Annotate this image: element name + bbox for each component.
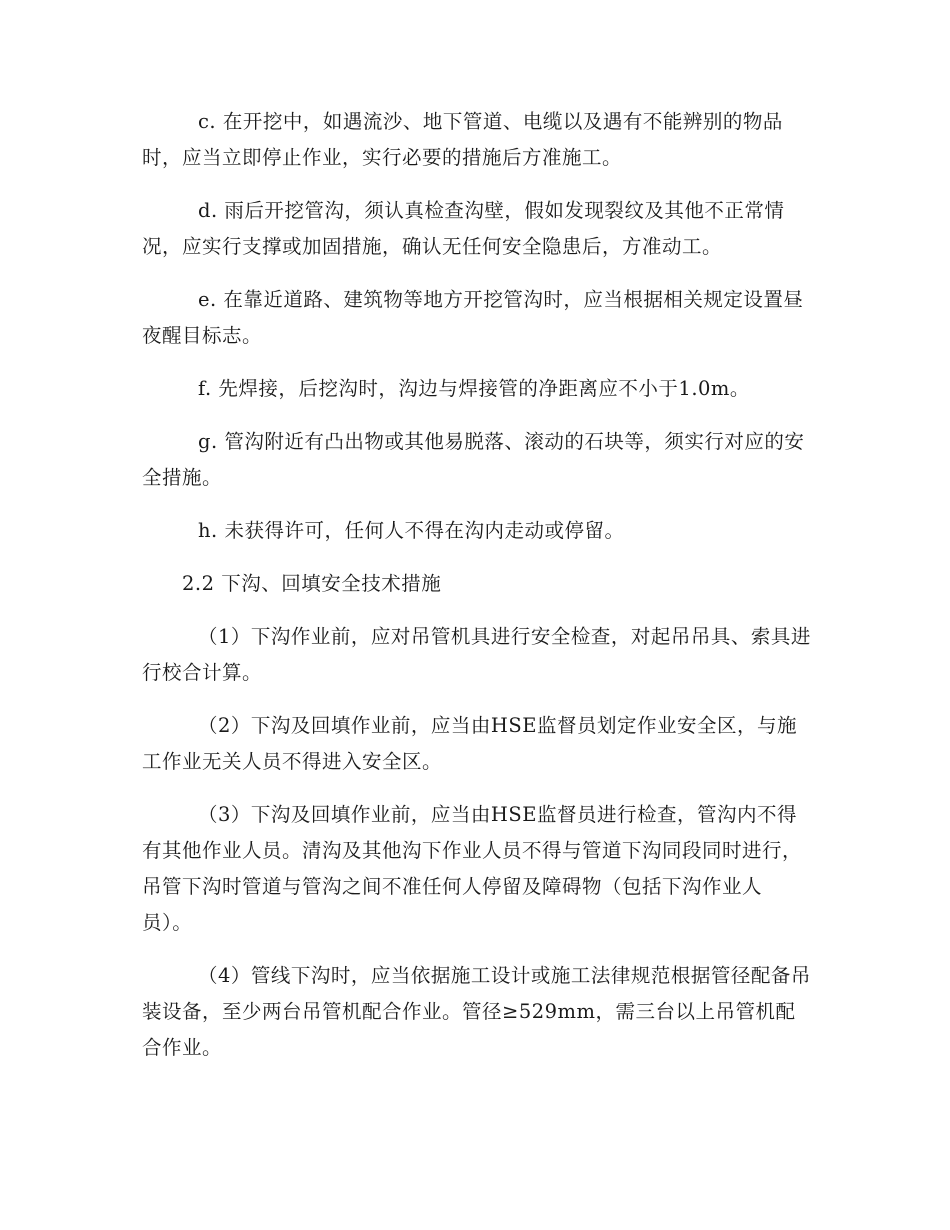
item-1: （1）下沟作业前，应对吊管机具进行安全检查，对起吊吊具、索具进行校合计算。 [142,625,811,684]
document-body [142,104,812,1083]
paragraph-g: g. 管沟附近有凸出物或其他易脱落、滚动的石块等，须实行对应的安全措施。 [142,430,805,489]
item-2: （2）下沟及回填作业前，应当由HSE监督员划定作业安全区，与施工作业无关人员不得进入安全区。 [142,714,798,773]
item-4: （4）管线下沟时，应当依据施工设计或施工法律规范根据管径配备吊装设备，至少两台吊管机配合作业。管径≥529mm，需三台以上吊管机配合作业。 [142,964,811,1059]
item-3: （3）下沟及回填作业前，应当由HSE监督员进行检查，管沟内不得有其他作业人员。清沟及其他沟下作业人员不得与管道下沟同段同时进行，吊管下沟时管道与管沟之间不准任何人停留及障碍物（包括下沟作业人员）。 [142,803,803,934]
paragraph-c: c. 在开挖中，如遇流沙、地下管道、电缆以及遇有不能辨别的物品时，应当立即停止作业，实行必要的措施后方准施工。 [142,110,783,169]
paragraph-h: h. 未获得许可，任何人不得在沟内走动或停留。 [198,519,625,542]
paragraph-e: e. 在靠近道路、建筑物等地方开挖管沟时，应当根据相关规定设置昼夜醒目标志。 [142,288,804,347]
paragraph-d: d. 雨后开挖管沟，须认真检查沟壁，假如发现裂纹及其他不正常情况，应实行支撑或加固措施，确认无任何安全隐患后，方准动工。 [142,199,785,258]
paragraph-f: f. 先焊接，后挖沟时，沟边与焊接管的净距离应不小于1.0m。 [198,377,750,400]
section-heading: 2.2 下沟、回填安全技术措施 [182,572,442,595]
